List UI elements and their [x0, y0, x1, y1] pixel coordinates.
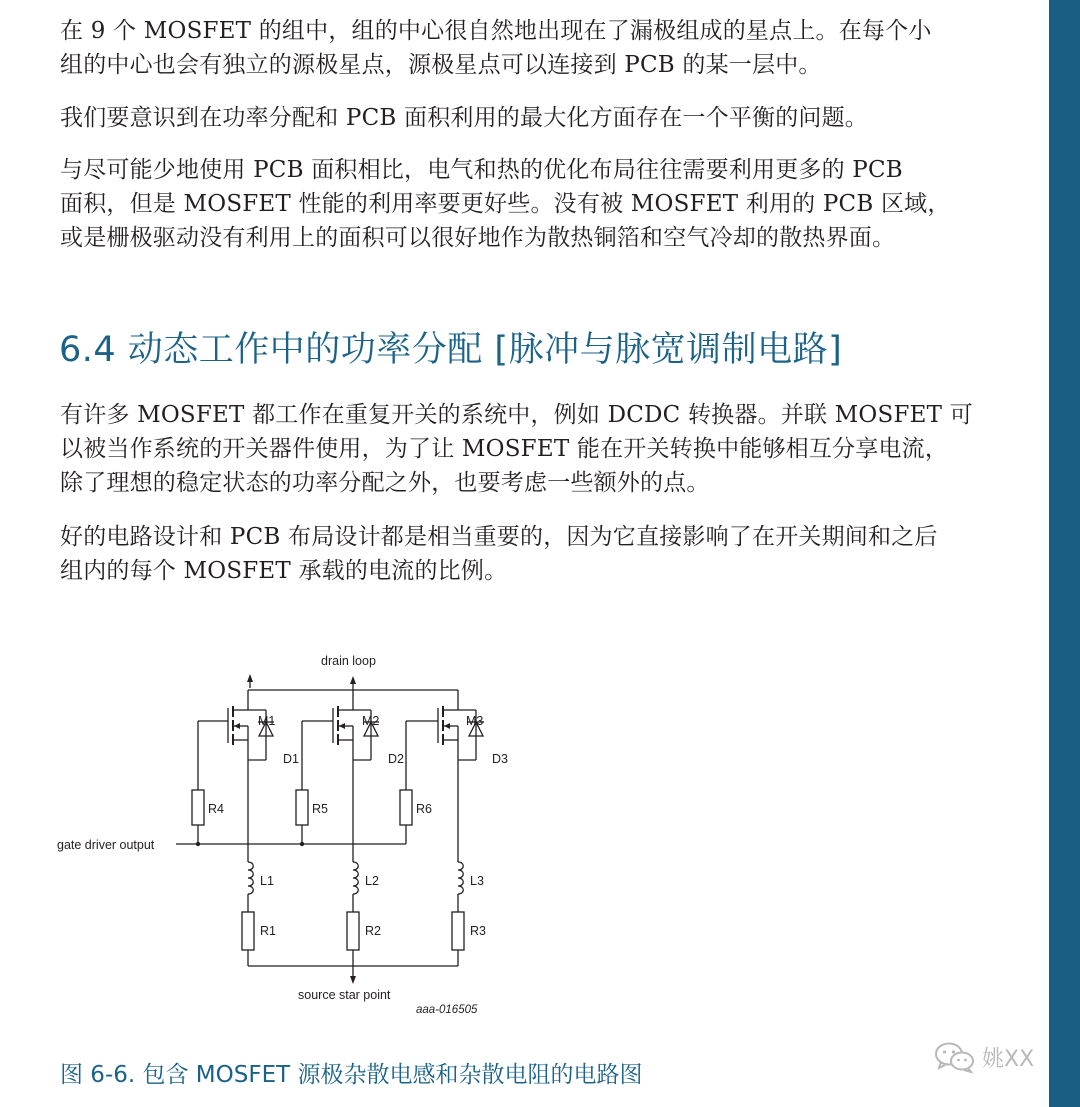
watermark-text: 姚XX — [982, 1046, 1035, 1072]
l2-label: L2 — [365, 874, 379, 888]
r3-label: R3 — [470, 924, 486, 938]
r6-label: R6 — [416, 802, 432, 816]
d3-label: D3 — [492, 752, 508, 766]
text-line: 在 9 个 MOSFET 的组中，组的中心很自然地出现在了漏极组成的星点上。在每个小 — [60, 18, 932, 44]
resistor-r5 — [296, 790, 308, 825]
resistor-r4 — [192, 790, 204, 825]
side-accent-bar — [1049, 0, 1080, 1107]
text-line: 组内的每个 MOSFET 承载的电流的比例。 — [60, 558, 508, 584]
resistor-r6 — [400, 790, 412, 825]
inductor-l2 — [353, 862, 358, 894]
text-line: 以被当作系统的开关器件使用，为了让 MOSFET 能在开关转换中能够相互分享电流， — [60, 436, 949, 462]
source-star-point-label: source star point — [298, 988, 391, 1002]
text-line: 有许多 MOSFET 都工作在重复开关的系统中，例如 DCDC 转换器。并联 MOSFET 可 — [60, 402, 973, 428]
text-line: 组的中心也会有独立的源极星点，源极星点可以连接到 PCB 的某一层中。 — [60, 52, 822, 78]
figure-id-label: aaa-016505 — [416, 1004, 478, 1016]
drain-loop-label: drain loop — [321, 654, 376, 668]
l1-label: L1 — [260, 874, 274, 888]
paragraph-4 — [60, 398, 1030, 500]
resistor-r3 — [452, 912, 464, 950]
wechat-icon — [934, 1040, 976, 1074]
paragraph-3 — [60, 153, 1030, 255]
text-line: 面积，但是 MOSFET 性能的利用率要更好些。没有被 MOSFET 利用的 PCB 区域， — [60, 191, 951, 217]
inductor-l1 — [248, 862, 253, 894]
m3-label: M3 — [466, 714, 484, 728]
paragraph-2 — [60, 101, 1030, 135]
l3-label: L3 — [470, 874, 484, 888]
r2-label: R2 — [365, 924, 381, 938]
r1-label: R1 — [260, 924, 276, 938]
circuit-diagram — [40, 640, 560, 1030]
section-heading: 6.4 动态工作中的功率分配 [脉冲与脉宽调制电路] — [59, 330, 843, 370]
d1-label: D1 — [283, 752, 299, 766]
text-line: 好的电路设计和 PCB 布局设计都是相当重要的，因为它直接影响了在开关期间和之后 — [60, 524, 938, 550]
r5-label: R5 — [312, 802, 328, 816]
text-line: 或是栅极驱动没有利用上的面积可以很好地作为散热铜箔和空气冷却的散热界面。 — [60, 225, 896, 251]
inductor-l3 — [458, 862, 463, 894]
r4-label: R4 — [208, 802, 224, 816]
resistor-r1 — [242, 912, 254, 950]
text-line: 与尽可能少地使用 PCB 面积相比，电气和热的优化布局往往需要利用更多的 PCB — [60, 157, 903, 183]
text-line: 我们要意识到在功率分配和 PCB 面积利用的最大化方面存在一个平衡的问题。 — [60, 105, 868, 131]
d2-label: D2 — [388, 752, 404, 766]
m2-label: M2 — [362, 714, 380, 728]
paragraph-5 — [60, 520, 1030, 588]
m1-label: M1 — [258, 714, 276, 728]
watermark — [934, 1040, 1034, 1074]
text-line: 除了理想的稳定状态的功率分配之外，也要考虑一些额外的点。 — [60, 470, 710, 496]
paragraph-1 — [60, 14, 1030, 82]
resistor-r2 — [347, 912, 359, 950]
gate-driver-output-label: gate driver output — [57, 838, 155, 852]
figure-caption: 图 6-6. 包含 MOSFET 源极杂散电感和杂散电阻的电路图 — [60, 1062, 643, 1088]
